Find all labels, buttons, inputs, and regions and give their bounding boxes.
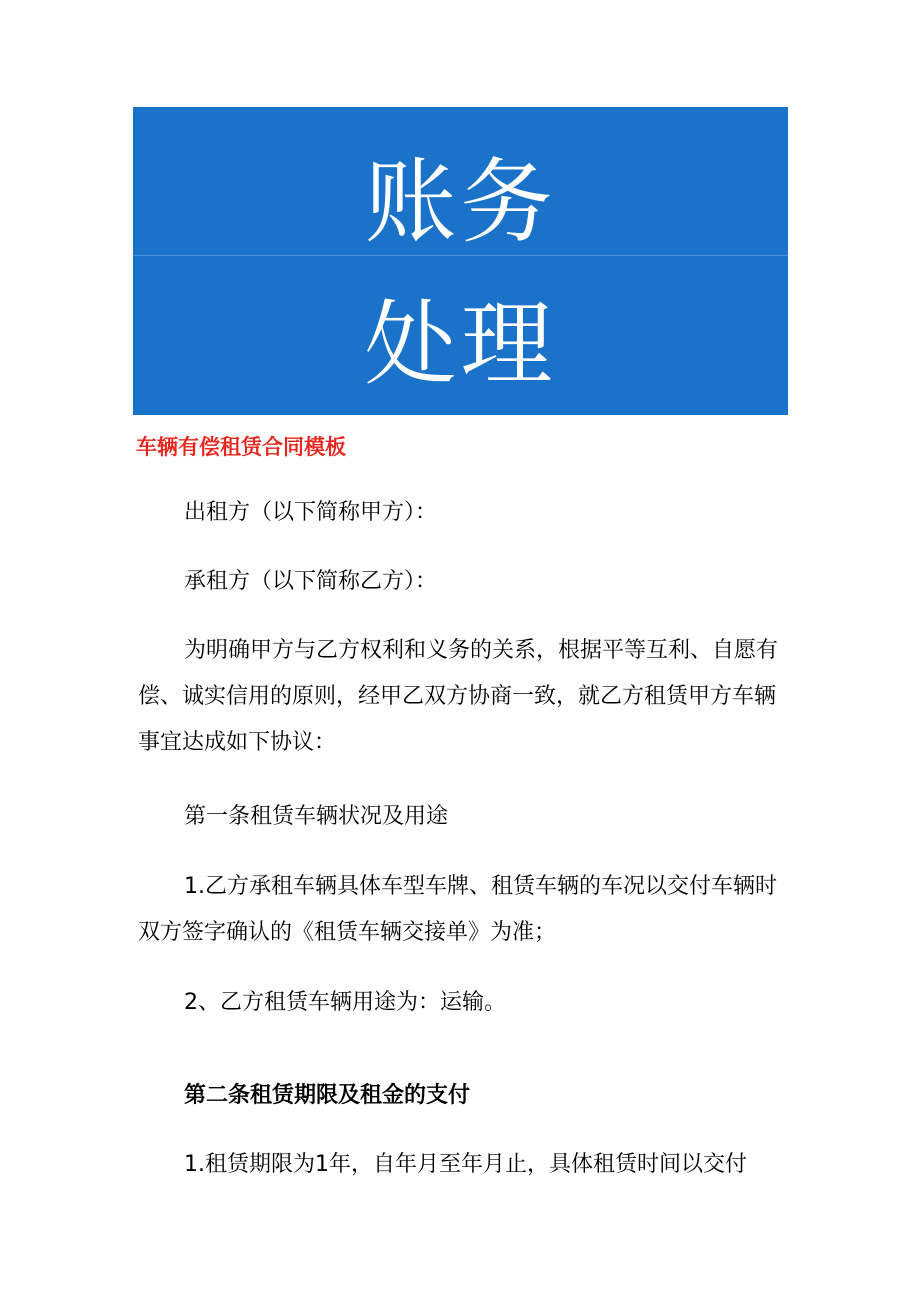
banner-divider: [133, 255, 788, 256]
header-banner: [133, 107, 788, 415]
preamble-paragraph: 为明确甲方与乙方权利和义务的关系，根据平等互利、自愿有偿、诚实信用的原则，经甲乙双方协商一致，就乙方租赁甲方车辆事宜达成如下协议：: [138, 638, 779, 755]
article-2-clause-1: 1.租赁期限为1年，自年月至年月止，具体租赁时间以交付: [184, 1152, 747, 1177]
article-1-clause-2: 2、乙方租赁车辆用途为：运输。: [184, 990, 506, 1015]
document-title: 车辆有偿租赁合同模板: [136, 435, 346, 459]
article-1-heading: 第一条租赁车辆状况及用途: [184, 804, 449, 829]
lessor-line: 出租方（以下简称甲方）：: [184, 500, 438, 525]
banner-title-line-2: 处理: [364, 291, 557, 398]
banner-title-line-1: 账务: [364, 149, 557, 256]
article-1-clause-1: 1.乙方承租车辆具体车型车牌、租赁车辆的车况以交付车辆时双方签字确认的《租赁车辆交接单》为准；: [138, 874, 777, 945]
lessee-line: 承租方（以下简称乙方）：: [184, 569, 438, 594]
article-2-heading: 第二条租赁期限及租金的支付: [184, 1083, 471, 1108]
